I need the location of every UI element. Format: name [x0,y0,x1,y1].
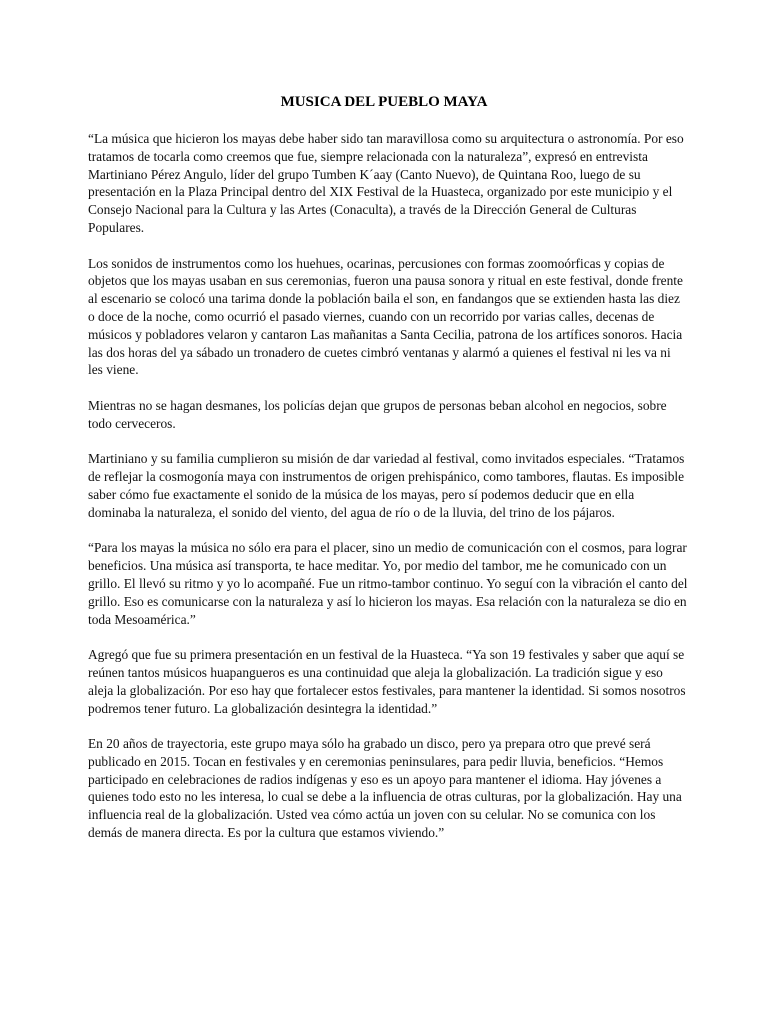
paragraph-4: Martiniano y su familia cumplieron su misión de dar variedad al festival, como invitados especiales. “Tratamos de reflejar la cosmogonía maya con instrumentos de origen prehispánico, como tambores, flautas. Es imposible saber cómo fue exactamente el sonido de la música de los mayas, pero sí podemos deducir que en ella dominaba la naturaleza, el sonido del viento, del agua de río o de la lluvia, del trino de los pájaros. [88,451,685,520]
paragraph-1: “La música que hicieron los mayas debe haber sido tan maravillosa como su arquitectura o astronomía. Por eso tratamos de tocarla como creemos que fue, siempre relacionada con la naturaleza”, expresó en entrevista Martiniano Pérez Angulo, líder del grupo Tumben K´aay (Canto Nuevo), de Quintana Roo, luego de su presentación en la Plaza Principal dentro del XIX Festival de la Huasteca, organizado por este municipio y el Consejo Nacional para la Cultura y las Artes (Conaculta), a través de la Dirección General de Culturas Populares. [88,131,684,235]
paragraph-2: Los sonidos de instrumentos como los huehues, ocarinas, percusiones con formas zoomoórficas y copias de objetos que los mayas usaban en sus ceremonias, fueron una pausa sonora y ritual en este festival, donde frente al escenario se colocó una tarima donde la población baila el son, en fandangos que se extienden hasta las diez o doce de la noche, como ocurrió el pasado viernes, cuando con un recorrido por varias calles, decenas de músicos y pobladores velaron y cantaron Las mañanitas a Santa Cecilia, patrona de los artífices sonoros. Hacia las dos horas del ya sábado un tronadero de cuetes cimbró ventanas y alarmó a quienes el festival ni les va ni les viene. [88,255,683,378]
paragraph-7: En 20 años de trayectoria, este grupo maya sólo ha grabado un disco, pero ya prepara otro que prevé será publicado en 2015. Tocan en festivales y en ceremonias peninsulares, para pedir lluvia, beneficios. “Hemos participado en celebraciones de radios indígenas y eso es un apoyo para mantener el idioma. Hay jóvenes a quienes todo esto no les interesa, lo cual se debe a la influencia de otras culturas, por la globalización. Hay una influencia real de la globalización. Usted vea cómo actúa un joven con su celular. No se comunica con los demás de manera directa. Es por la cultura que estamos viviendo.” [88,736,682,841]
paragraph-3: Mientras no se hagan desmanes, los policías dejan que grupos de personas beban alcohol en negocios, sobre todo cerveceros. [88,397,667,431]
paragraph-6: Agregó que fue su primera presentación en un festival de la Huasteca. “Ya son 19 festivales y saber que aquí se reúnen tantos músicos huapangueros es una continuidad que aleja la globalización. La tradición sigue y eso aleja la globalización. Por eso hay que fortalecer estos festivales, para mantener la identidad. Si somos nosotros podremos tener futuro. La globalización desintegra la identidad.” [88,647,686,716]
paragraph-5: “Para los mayas la música no sólo era para el placer, sino un medio de comunicación con el cosmos, para lograr beneficios. Una música así transporta, te hace meditar. Yo, por medio del tambor, me he comunicado con un grillo. El llevó su ritmo y yo lo acompañé. Fue un ritmo-tambor continuo. Yo seguí con la vibración el canto del grillo. Eso es comunicarse con la naturaleza y así lo hicieron los mayas. Esa relación con la naturaleza se dio en toda Mesoamérica.” [88,540,688,627]
document-body [88,130,688,860]
document-title: MUSICA DEL PUEBLO MAYA [280,94,488,110]
